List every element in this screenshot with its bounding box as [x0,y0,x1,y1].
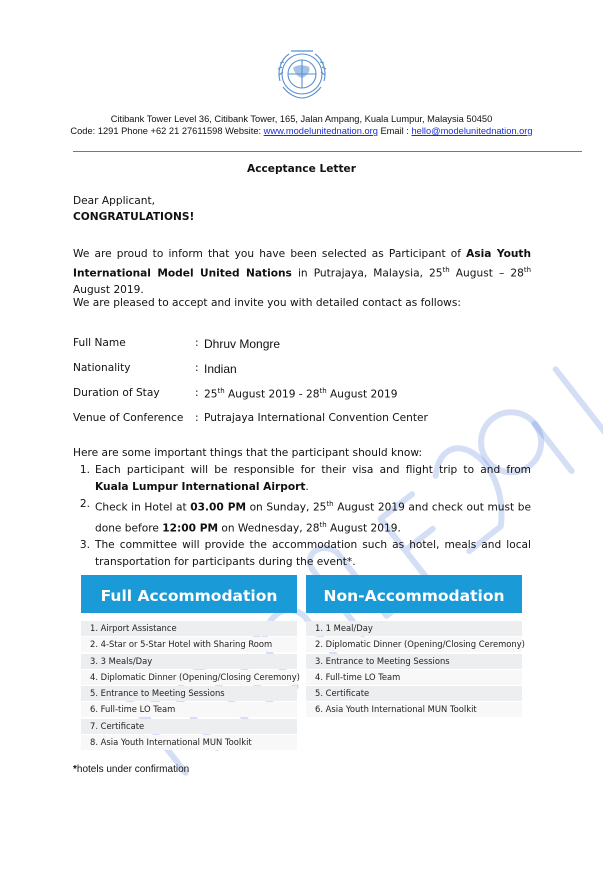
header-address: Citibank Tower Level 36, Citibank Tower, 165, Jalan Ampang, Kuala Lumpur, Malaysia 50450 [110,114,493,124]
intro-paragraph: We are proud to inform that you have been selected as Participant of Asia Youth International Model United Nations in Putrajaya, Malaysia, 25th August – 28th August 2019. [73,248,532,296]
full-accommodation-list [81,613,300,750]
full-accommodation-box [81,575,300,751]
venue-label: Venue of Conference [73,412,184,424]
list-item: 1. Airport Assistance [81,621,297,636]
full-name-value: Dhruv Mongre [204,337,281,351]
organization-logo [271,43,333,105]
non-accommodation-box [306,575,525,719]
important-intro: Here are some important things that the participant should know: [73,447,423,459]
non-accommodation-list [306,613,525,717]
list-item: 5. Entrance to Meeting Sessions [81,686,297,701]
accept-paragraph: We are pleased to accept and invite you with detailed contact as follows: [73,297,461,309]
email-label: Email : [377,126,412,136]
list-item: 4. Diplomatic Dinner (Opening/Closing Ceremony) [81,670,297,685]
list-item: 1. Each participant will be responsible for their visa and flight trip to and from Kuala Lumpur International Airport. [79,464,531,493]
nationality-label: Nationality [73,362,131,374]
venue-value: Putrajaya International Convention Center [204,412,428,424]
event-name: Asia Youth International Model United Nations [73,248,531,280]
header-divider [73,151,582,152]
list-item: 3. The committee will provide the accommodation such as hotel, meals and local transportation for participants during the event*. [79,539,531,569]
list-item: 5. Certificate [306,686,522,701]
non-accommodation-title: Non-Accommodation [306,575,522,613]
list-item: 6. Asia Youth International MUN Toolkit [306,702,522,717]
list-item: 2. Diplomatic Dinner (Opening/Closing Ceremony) [306,637,522,652]
email-link[interactable]: hello@modelunitednation.org [411,126,533,136]
duration-value: 25th August 2019 - 28th August 2019 [204,387,398,401]
letter-title: Acceptance Letter [247,163,356,175]
header-contact [0,126,603,136]
footnote: *hotels under confirmation [73,764,190,775]
congratulations: CONGRATULATIONS! [73,211,195,223]
full-accommodation-title: Full Accommodation [81,575,297,613]
list-item: 2. 4-Star or 5-Star Hotel with Sharing Room [81,637,297,652]
salutation: Dear Applicant, [73,195,156,207]
important-list [73,462,531,571]
list-item: 4. Full-time LO Team [306,670,522,685]
list-item: 3. 3 Meals/Day [81,654,297,669]
duration-label: Duration of Stay [73,387,160,399]
full-name-label: Full Name [73,337,126,349]
list-item: 8. Asia Youth International MUN Toolkit [81,735,297,750]
list-item: 6. Full-time LO Team [81,702,297,717]
list-item: 2. Check in Hotel at 03.00 PM on Sunday, 25th August 2019 and check out must be done before 12:00 PM on Wednesday, 28th August 2019. [79,498,531,535]
code-phone-text: Code: 1291 Phone +62 21 27611598 Website: [70,126,264,136]
list-item: 1. 1 Meal/Day [306,621,522,636]
list-item: 7. Certificate [81,719,297,734]
website-link[interactable]: www.modelunitednation.org [263,126,378,136]
list-item: 3. Entrance to Meeting Sessions [306,654,522,669]
nationality-value: Indian [204,362,237,376]
